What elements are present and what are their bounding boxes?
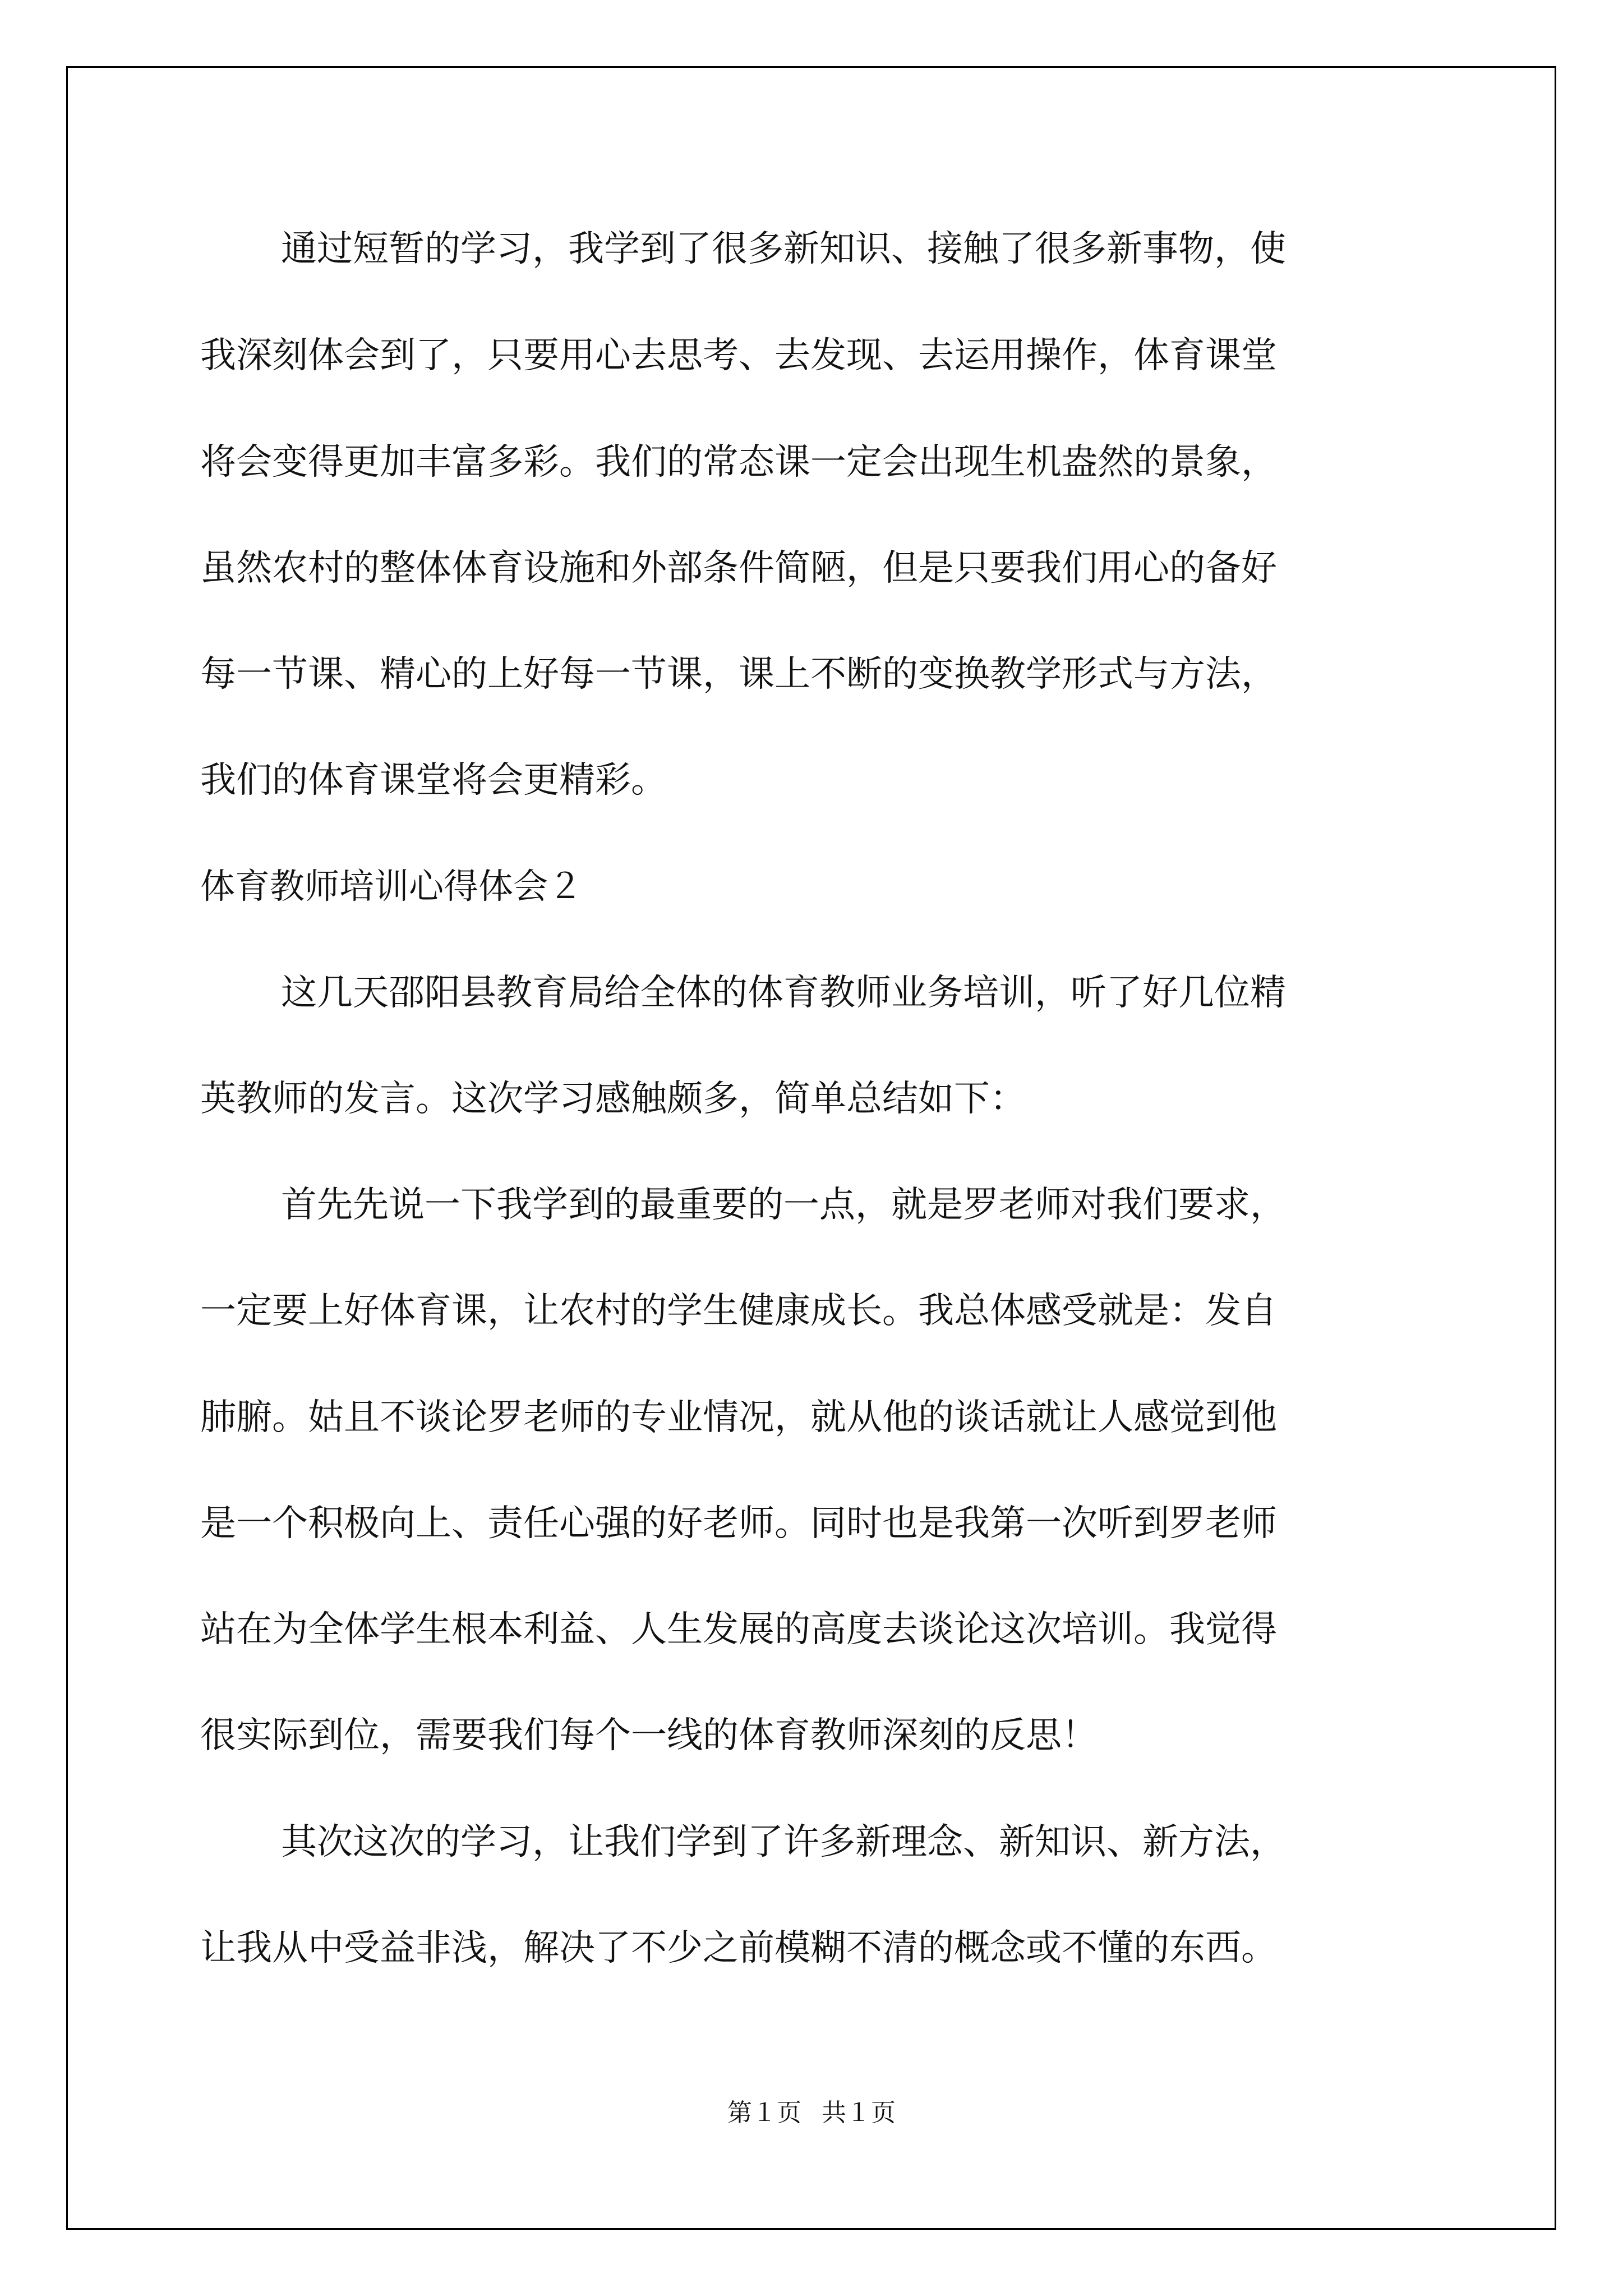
paragraph-3-line-5: 站在为全体学生根本利益、人生发展的高度去谈论这次培训。我觉得 — [200, 1609, 1277, 1650]
paragraph-3-line-4: 是一个积极向上、责任心强的好老师。同时也是我第一次听到罗老师 — [200, 1503, 1277, 1544]
paragraph-2-line-2: 英教师的发言。这次学习感触颇多，简单总结如下： — [200, 1078, 1026, 1120]
page-border — [66, 66, 1556, 2230]
paragraph-3-line-1: 首先先说一下我学到的最重要的一点，就是罗老师对我们要求， — [281, 1184, 1286, 1226]
paragraph-4-line-1: 其次这次的学习，让我们学到了许多新理念、新知识、新方法， — [281, 1821, 1286, 1863]
paragraph-1-line-4: 虽然农村的整体体育设施和外部条件简陋，但是只要我们用心的备好 — [200, 547, 1277, 589]
paragraph-1-line-5: 每一节课、精心的上好每一节课，课上不断的变换教学形式与方法， — [200, 654, 1277, 695]
page-footer — [0, 2096, 1623, 2130]
page-number: 第１页 — [727, 2099, 801, 2127]
page-total: 共１页 — [822, 2099, 896, 2127]
paragraph-3-line-2: 一定要上好体育课，让农村的学生健康成长。我总体感受就是：发自 — [200, 1290, 1277, 1332]
paragraph-4-line-2: 让我从中受益非浅，解决了不少之前模糊不清的概念或不懂的东西。 — [200, 1927, 1277, 1969]
paragraph-3-line-3: 肺腑。姑且不谈论罗老师的专业情况，就从他的谈话就让人感觉到他 — [200, 1397, 1277, 1438]
section-heading: 体育教师培训心得体会２ — [200, 866, 583, 907]
paragraph-1-line-2: 我深刻体会到了，只要用心去思考、去发现、去运用操作，体育课堂 — [200, 335, 1277, 376]
paragraph-1-line-3: 将会变得更加丰富多彩。我们的常态课一定会出现生机盎然的景象， — [200, 441, 1277, 483]
paragraph-3-line-6: 很实际到位，需要我们每个一线的体育教师深刻的反思！ — [200, 1715, 1098, 1756]
paragraph-1-line-1: 通过短暂的学习，我学到了很多新知识、接触了很多新事物，使 — [281, 228, 1286, 270]
paragraph-1-line-6: 我们的体育课堂将会更精彩。 — [200, 760, 667, 801]
paragraph-2-line-1: 这几天邵阳县教育局给全体的体育教师业务培训，听了好几位精 — [281, 972, 1286, 1014]
